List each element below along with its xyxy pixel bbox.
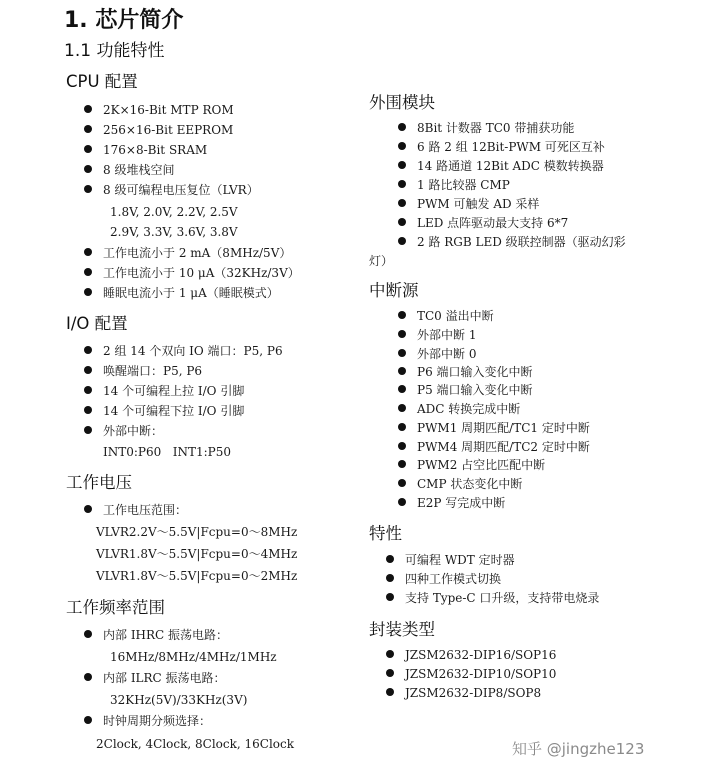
list-item: 时钟周期分频选择： xyxy=(84,711,211,731)
list-item: CMP 状态变化中断 xyxy=(398,474,522,494)
bullet-icon xyxy=(386,574,394,582)
list-item: 睡眠电流小于 1 μA（睡眠模式） xyxy=(84,283,279,303)
bullet-icon xyxy=(398,161,406,169)
bullet-icon xyxy=(398,385,406,393)
ilrc-values: 32KHz(5V)/33KHz(3V) xyxy=(110,693,248,707)
div-values: 2Clock, 4Clock, 8Clock, 16Clock xyxy=(96,737,295,751)
bullet-icon xyxy=(398,404,406,412)
list-item: 工作电流小于 2 mA（8MHz/5V） xyxy=(84,243,291,263)
bullet-icon xyxy=(84,288,92,296)
list-item: JZSM2632-DIP10/SOP10 xyxy=(386,664,556,684)
list-item: PWM2 占空比匹配中断 xyxy=(398,455,545,475)
bullet-icon xyxy=(84,406,92,414)
peripheral-continuation: 灯） xyxy=(369,254,394,268)
list-item: 14 个可编程上拉 I/O 引脚 xyxy=(84,381,244,401)
bullet-icon xyxy=(398,237,406,245)
list-item: 14 个可编程下拉 I/O 引脚 xyxy=(84,401,244,421)
bullet-icon xyxy=(398,218,406,226)
list-item: 唤醒端口：P5, P6 xyxy=(84,361,202,381)
cpu-heading: CPU 配置 xyxy=(66,72,138,91)
list-item: JZSM2632-DIP16/SOP16 xyxy=(386,645,556,665)
list-item: 8 级堆栈空间 xyxy=(84,160,174,180)
list-item: 2K×16-Bit MTP ROM xyxy=(84,100,234,120)
list-item: 四种工作模式切换 xyxy=(386,569,501,589)
bullet-icon xyxy=(398,367,406,375)
voltage-heading: 工作电压 xyxy=(66,473,132,492)
bullet-icon xyxy=(84,268,92,276)
list-item: 256×16-Bit EEPROM xyxy=(84,120,233,140)
bullet-icon xyxy=(84,630,92,638)
bullet-icon xyxy=(84,505,92,513)
bullet-icon xyxy=(84,185,92,193)
bullet-icon xyxy=(398,330,406,338)
int-pin-values: INT0:P60 INT1:P50 xyxy=(103,445,231,459)
list-item: 176×8-Bit SRAM xyxy=(84,140,207,160)
bullet-icon xyxy=(84,346,92,354)
bullet-icon xyxy=(84,165,92,173)
io-heading: I/O 配置 xyxy=(66,314,128,333)
package-heading: 封装类型 xyxy=(369,620,435,639)
bullet-icon xyxy=(84,105,92,113)
bullet-icon xyxy=(398,498,406,506)
bullet-icon xyxy=(84,145,92,153)
list-item: JZSM2632-DIP8/SOP8 xyxy=(386,683,541,703)
bullet-icon xyxy=(398,349,406,357)
bullet-icon xyxy=(84,366,92,374)
voltage-value-1: VLVR2.2V～5.5V|Fcpu=0～8MHz xyxy=(96,525,298,539)
list-item: 2 路 RGB LED 级联控制器（驱动幻彩 xyxy=(398,232,626,252)
list-item: 内部 IHRC 振荡电路： xyxy=(84,625,228,645)
list-item: P6 端口输入变化中断 xyxy=(398,362,533,382)
bullet-icon xyxy=(386,555,394,563)
lvr-values-line-1: 1.8V, 2.0V, 2.2V, 2.5V xyxy=(110,205,238,219)
list-item: 外部中断 1 xyxy=(398,325,476,345)
interrupt-heading: 中断源 xyxy=(369,281,419,300)
bullet-icon xyxy=(386,650,394,658)
bullet-icon xyxy=(398,180,406,188)
list-item: 工作电流小于 10 μA（32KHz/3V） xyxy=(84,263,300,283)
bullet-icon xyxy=(84,125,92,133)
bullet-icon xyxy=(398,123,406,131)
list-item: 可编程 WDT 定时器 xyxy=(386,550,515,570)
bullet-icon xyxy=(398,199,406,207)
bullet-icon xyxy=(84,673,92,681)
list-item: 支持 Type-C 口升级，支持带电烧录 xyxy=(386,588,599,608)
section-subtitle: 1.1 功能特性 xyxy=(64,41,165,61)
bullet-icon xyxy=(386,593,394,601)
list-item: 2 组 14 个双向 IO 端口：P5, P6 xyxy=(84,341,283,361)
list-item: 6 路 2 组 12Bit-PWM 可死区互补 xyxy=(398,137,605,157)
list-item: 外部中断 0 xyxy=(398,344,476,364)
voltage-value-2: VLVR1.8V～5.5V|Fcpu=0～4MHz xyxy=(96,547,298,561)
list-item: PWM4 周期匹配/TC2 定时中断 xyxy=(398,437,590,457)
list-item: 8 级可编程电压复位（LVR） xyxy=(84,180,259,200)
features-heading: 特性 xyxy=(369,524,402,543)
bullet-icon xyxy=(398,442,406,450)
page-title: 1. 芯片简介 xyxy=(64,8,184,33)
bullet-icon xyxy=(398,423,406,431)
bullet-icon xyxy=(386,688,394,696)
bullet-icon xyxy=(398,479,406,487)
list-item: PWM 可触发 AD 采样 xyxy=(398,194,539,214)
bullet-icon xyxy=(84,386,92,394)
voltage-value-3: VLVR1.8V～5.5V|Fcpu=0～2MHz xyxy=(96,569,298,583)
list-item: 14 路通道 12Bit ADC 模数转换器 xyxy=(398,156,604,176)
bullet-icon xyxy=(398,311,406,319)
list-item: LED 点阵驱动最大支持 6*7 xyxy=(398,213,568,233)
list-item: 工作电压范围： xyxy=(84,500,187,520)
list-item: PWM1 周期匹配/TC1 定时中断 xyxy=(398,418,590,438)
bullet-icon xyxy=(386,669,394,677)
list-item: TC0 溢出中断 xyxy=(398,306,494,326)
bullet-icon xyxy=(84,426,92,434)
list-item: 外部中断： xyxy=(84,421,163,441)
lvr-values-line-2: 2.9V, 3.3V, 3.6V, 3.8V xyxy=(110,225,238,239)
list-item: 内部 ILRC 振荡电路： xyxy=(84,668,226,688)
peripheral-heading: 外围模块 xyxy=(369,93,435,112)
ihrc-values: 16MHz/8MHz/4MHz/1MHz xyxy=(110,650,277,664)
bullet-icon xyxy=(84,716,92,724)
list-item: P5 端口输入变化中断 xyxy=(398,380,533,400)
list-item: 8Bit 计数器 TC0 带捕获功能 xyxy=(398,118,574,138)
bullet-icon xyxy=(398,460,406,468)
list-item: E2P 写完成中断 xyxy=(398,493,505,513)
zhihu-watermark: 知乎 @jingzhe123 xyxy=(512,740,645,758)
bullet-icon xyxy=(84,248,92,256)
freq-heading: 工作频率范围 xyxy=(66,598,165,617)
bullet-icon xyxy=(398,142,406,150)
list-item: ADC 转换完成中断 xyxy=(398,399,520,419)
list-item: 1 路比较器 CMP xyxy=(398,175,510,195)
